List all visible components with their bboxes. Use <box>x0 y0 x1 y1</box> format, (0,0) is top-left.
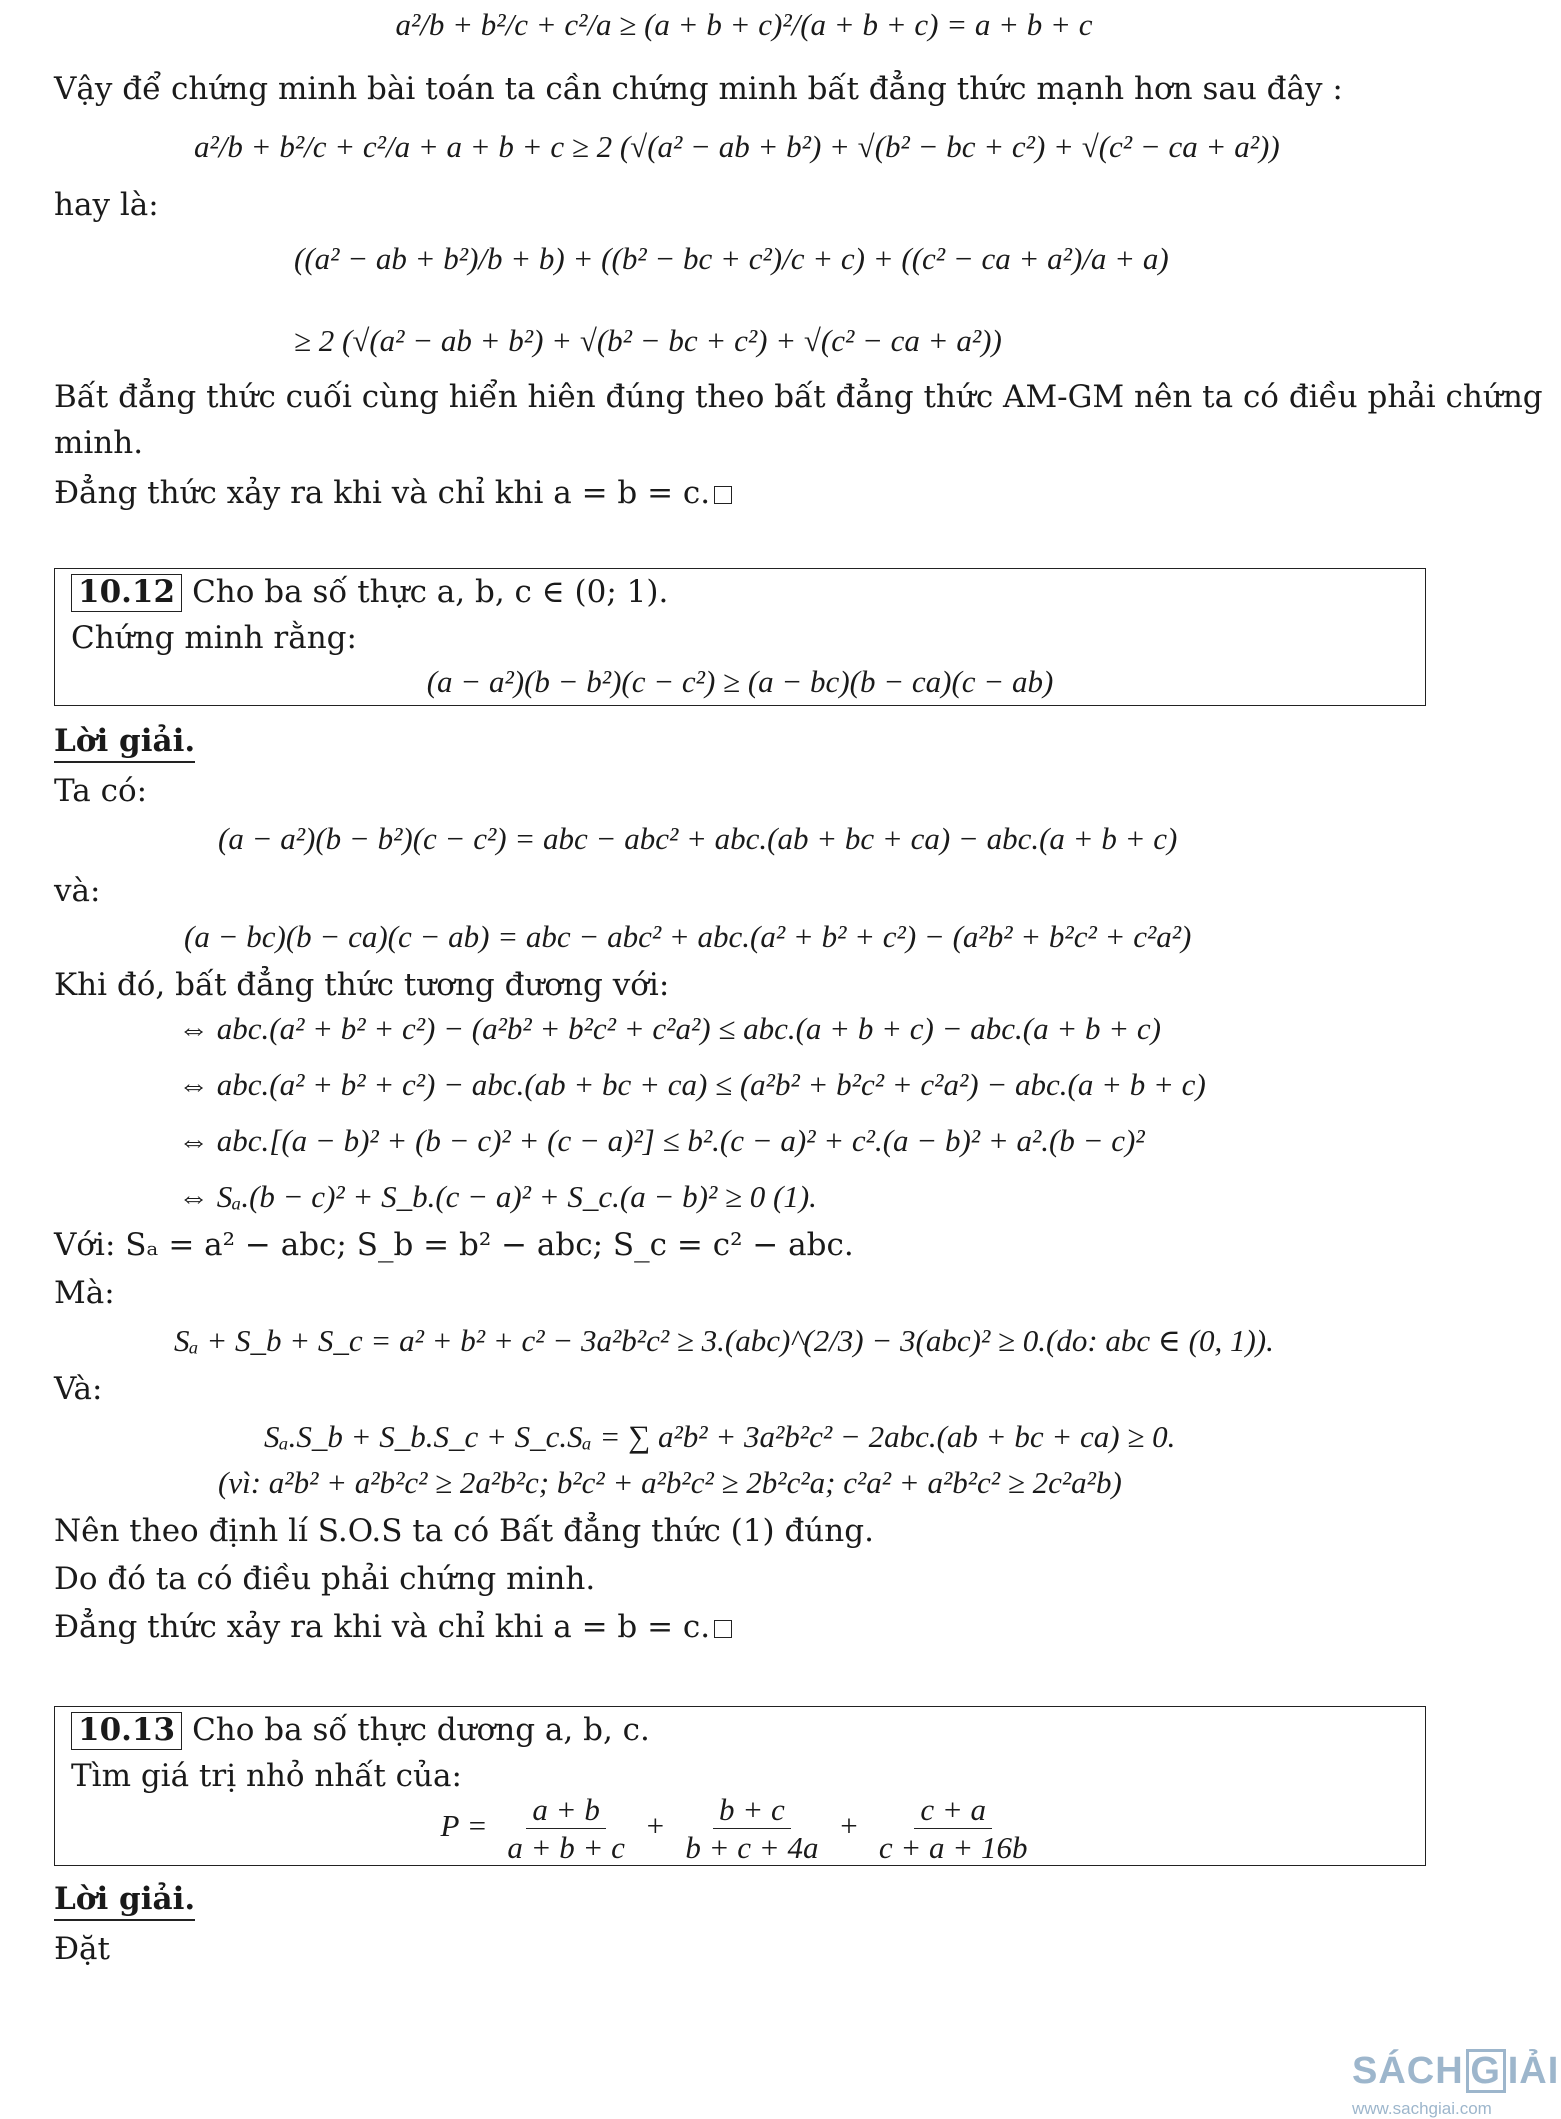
conclusion-text-2: minh. <box>54 425 144 461</box>
do-do-text: Do đó ta có điều phải chứng minh. <box>54 1561 596 1597</box>
intro-text: Vậy để chứng minh bài toán ta cần chứng minh bất đẳng thức mạnh hơn sau đây : <box>54 71 1343 107</box>
equation-equivalent-line2: ≥ 2 (√(a² − ab + b²) + √(b² − bc + c²) + √(c² − ca + a²)) <box>294 323 1002 358</box>
problem-statement: Cho ba số thực dương a, b, c. <box>192 1712 650 1748</box>
problem-find-text: Tìm giá trị nhỏ nhất của: <box>71 1758 462 1794</box>
fraction-1: $\frac{a + b}{a + b + c}$ <box>507 1792 625 1866</box>
conclusion-text-1: Bất đẳng thức cuối cùng hiển hiên đúng theo bất đẳng thức AM-GM nên ta có điều phải chứng <box>54 379 1543 415</box>
ta-co-text: Ta có: <box>54 773 148 809</box>
equality-text: Đẳng thức xảy ra khi và chỉ khi a = b = c. <box>54 474 732 513</box>
problem-statement: Cho ba số thực a, b, c ∈ (0; 1). <box>192 574 669 610</box>
qed-icon <box>714 486 732 504</box>
va2-text: Và: <box>54 1371 103 1407</box>
problem-prove-text: Chứng minh rằng: <box>71 620 357 656</box>
problem-box-10-13 <box>54 1706 1426 1866</box>
fraction-2: $\frac{b + c}{b + c + 4a}$ <box>685 1792 819 1866</box>
product-inequality: Sₐ.S_b + S_b.S_c + S_c.Sₐ = ∑ a²b² + 3a²b²c² − 2abc.(ab + bc + ca) ≥ 0. <box>264 1419 1176 1454</box>
equivalence-step-2: ⇔ abc.(a² + b² + c²) − abc.(ab + bc + ca) ≤ (a²b² + b²c² + c²a²) − abc.(a + b + c) <box>178 1067 1206 1102</box>
equation-expand-1: (a − a²)(b − b²)(c − c²) = abc − abc² + abc.(ab + bc + ca) − abc.(a + b + c) <box>218 821 1178 856</box>
problem-number: 10.12 <box>71 574 182 612</box>
problem-number: 10.13 <box>71 1712 182 1750</box>
problem-header <box>71 1711 650 1750</box>
qed-icon <box>714 1620 732 1638</box>
problem-box-10-12 <box>54 568 1426 706</box>
equivalence-step-3: ⇔ abc.[(a − b)² + (b − c)² + (c − a)²] ≤ b².(c − a)² + c².(a − b)² + a².(b − c)² <box>178 1123 1145 1158</box>
equivalence-step-1: ⇔ abc.(a² + b² + c²) − (a²b² + b²c² + c²a²) ≤ abc.(a + b + c) − abc.(a + b + c) <box>178 1011 1162 1046</box>
equation-stronger: a²/b + b²/c + c²/a + a + b + c ≥ 2 (√(a² − ab + b²) + √(b² − bc + c²) + √(c² − ca + a²)) <box>194 129 1280 164</box>
reason-text: (vì: a²b² + a²b²c² ≥ 2a²b²c; b²c² + a²b²c² ≥ 2b²c²a; c²a² + a²b²c² ≥ 2c²a²b) <box>218 1465 1122 1500</box>
khi-do-text: Khi đó, bất đẳng thức tương đương với: <box>54 967 670 1003</box>
equation-expand-2: (a − bc)(b − ca)(c − ab) = abc − abc² + abc.(a² + b² + c²) − (a²b² + b²c² + c²a²) <box>184 919 1192 954</box>
sum-inequality: Sₐ + S_b + S_c = a² + b² + c² − 3a²b²c² ≥ 3.(abc)^(2/3) − 3(abc)² ≥ 0.(do: abc ∈ (0, 1)). <box>174 1323 1274 1358</box>
va-text: và: <box>54 873 101 909</box>
p-expression: P = $\frac{a + b}{a + b + c}$ + $\frac{b + c}{b + c + 4a}$ + $\frac{c + a}{c + a + 16b}$ <box>55 1791 1425 1866</box>
equality-text-10-12: Đẳng thức xảy ra khi và chỉ khi a = b = c. <box>54 1608 732 1647</box>
ma-text: Mà: <box>54 1275 115 1311</box>
fraction-3: $\frac{c + a}{c + a + 16b}$ <box>878 1792 1028 1866</box>
voi-text: Với: Sₐ = a² − abc; S_b = b² − abc; S_c = c² − abc. <box>54 1227 854 1263</box>
logo-url: www.sachgiai.com <box>1352 2098 1492 2118</box>
equivalence-step-4: ⇔ Sₐ.(b − c)² + S_b.(c − a)² + S_c.(a − b)² ≥ 0 (1). <box>178 1179 817 1214</box>
hay-la-text: hay là: <box>54 187 159 223</box>
problem-inequality: (a − a²)(b − b²)(c − c²) ≥ (a − bc)(b − ca)(c − ab) <box>426 664 1054 699</box>
solution-heading: Lời giải. <box>54 1881 195 1921</box>
equation-equivalent-line1: ((a² − ab + b²)/b + b) + ((b² − bc + c²)/c + c) + ((c² − ca + a²)/a + a) <box>294 241 1169 276</box>
problem-header <box>71 573 668 612</box>
sos-text: Nên theo định lí S.O.S ta có Bất đẳng thức (1) đúng. <box>54 1513 874 1549</box>
dat-text: Đặt <box>54 1931 110 1967</box>
equation-cauchy: a²/b + b²/c + c²/a ≥ (a + b + c)²/(a + b + c) = a + b + c <box>395 7 1093 42</box>
sachgiai-logo: SÁCH G IẢI www.sachgiai.com <box>1352 2050 1560 2118</box>
solution-heading: Lời giải. <box>54 723 195 763</box>
